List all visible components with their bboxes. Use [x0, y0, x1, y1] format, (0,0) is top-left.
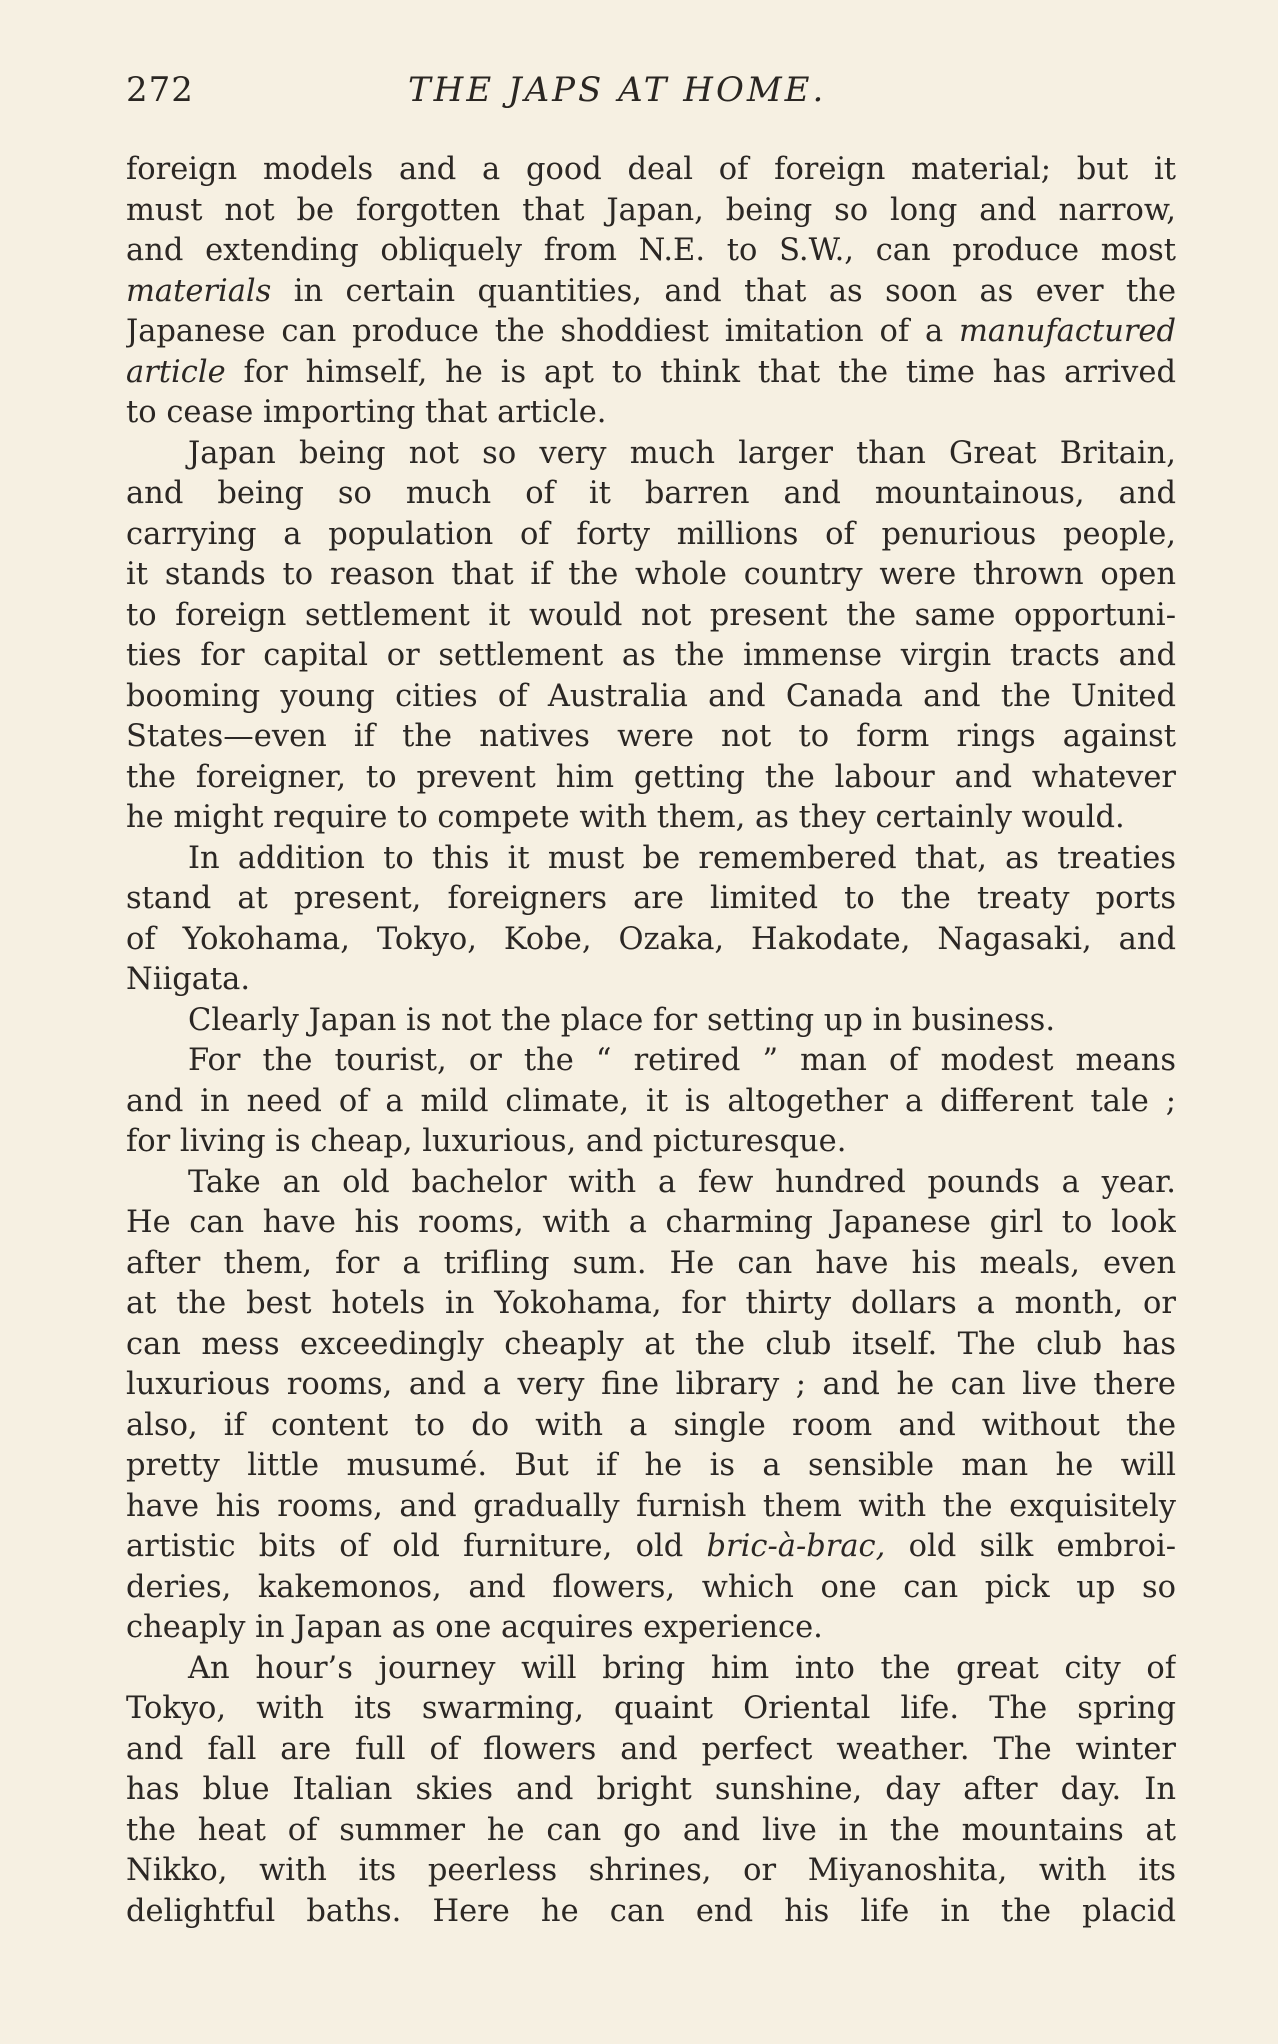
text-line: carrying a population of forty millions of penurious people,	[126, 516, 1176, 552]
text-line: to foreign settlement it would not present the same opportuni-	[126, 597, 1176, 633]
text-line: luxurious rooms, and a very fine library ; and he can live there	[126, 1367, 1176, 1402]
text-line: booming young cities of Australia and Canada and the United	[126, 678, 1176, 714]
text-line: have his rooms, and gradually furnish them with the exquisitely	[126, 1488, 1176, 1524]
paragraph-1	[126, 150, 1176, 434]
italic-word: article	[126, 354, 226, 390]
italic-word: materials	[126, 273, 272, 309]
text-line: materials in certain quantities, and that as soon as ever the	[126, 273, 1176, 309]
paragraph-3	[126, 839, 1176, 1001]
paragraph-5	[126, 1041, 1176, 1163]
text-line: He can have his rooms, with a charming Japanese girl to look	[126, 1205, 1176, 1240]
page-number: 272	[126, 70, 194, 110]
text-line: Nikko, with its peerless shrines, or Miyanoshita, with its	[126, 1853, 1176, 1888]
paragraph-6	[126, 1163, 1176, 1649]
text-line: ties for capital or settlement as the immense virgin tracts and	[126, 638, 1176, 673]
text-line: at the best hotels in Yokohama, for thirty dollars a month, or	[126, 1286, 1176, 1321]
text-line: he might require to compete with them, as they certainly would.	[126, 800, 1125, 835]
text-line: has blue Italian skies and bright sunshine, day after day. In	[126, 1772, 1176, 1807]
text-line: also, if content to do with a single room and without the	[126, 1407, 1176, 1443]
text-line: An hour’s journey will bring him into the great city of	[188, 1650, 1176, 1686]
text-line: artistic bits of old furniture, old bric-à-brac, old silk embroi-	[126, 1529, 1176, 1564]
paragraph-4	[126, 1001, 1176, 1042]
running-head	[126, 70, 1176, 118]
text-line: For the tourist, or the “ retired ” man of modest means	[188, 1043, 1176, 1078]
text-line: the heat of summer he can go and live in the mountains at	[126, 1812, 1176, 1848]
text-line: Japanese can produce the shoddiest imitation of a manufactured	[126, 314, 1176, 349]
body-text	[126, 150, 1176, 1932]
text-line: and in need of a mild climate, it is altogether a different tale ;	[126, 1083, 1176, 1119]
text-line: States—even if the natives were not to form rings against	[126, 719, 1176, 754]
text-line: foreign models and a good deal of foreign material; but it	[126, 152, 1176, 187]
text-line: deries, kakemonos, and flowers, which one can pick up so	[126, 1569, 1176, 1605]
text-line: cheaply in Japan as one acquires experience.	[126, 1610, 823, 1645]
paragraph-2	[126, 434, 1176, 839]
text-line: it stands to reason that if the whole country were thrown open	[126, 557, 1176, 592]
text-line: Take an old bachelor with a few hundred pounds a year.	[188, 1164, 1176, 1200]
text-line: Japan being not so very much larger than Great Britain,	[188, 435, 1176, 471]
text-line: In addition to this it must be remembered that, as treaties	[188, 840, 1176, 876]
text-line: article for himself, he is apt to think that the time has arrived	[126, 354, 1176, 390]
italic-word: manufactured	[959, 314, 1176, 349]
text-line: the foreigner, to prevent him getting the labour and whatever	[126, 759, 1176, 795]
text-line: Tokyo, with its swarming, quaint Oriental life. The spring	[126, 1691, 1176, 1726]
text-line: and extending obliquely from N.E. to S.W., can produce most	[126, 233, 1176, 268]
text-line: after them, for a trifling sum. He can have his meals, even	[126, 1245, 1176, 1281]
text-line: stand at present, foreigners are limited to the treaty ports	[126, 881, 1176, 916]
text-line: for living is cheap, luxurious, and picturesque.	[126, 1124, 847, 1159]
text-line: of Yokohama, Tokyo, Kobe, Ozaka, Hakodate, Nagasaki, and	[126, 921, 1176, 957]
running-title: THE JAPS AT HOME.	[408, 70, 827, 110]
text-line: must not be forgotten that Japan, being so long and narrow,	[126, 192, 1176, 228]
text-line: and fall are full of flowers and perfect weather. The winter	[126, 1731, 1176, 1767]
text-line: Clearly Japan is not the place for setting up in business.	[188, 1002, 1056, 1038]
text-line: delightful baths. Here he can end his life in the placid	[126, 1893, 1176, 1929]
text-line: to cease importing that article.	[126, 395, 607, 430]
paragraph-7	[126, 1649, 1176, 1933]
italic-word: bric-à-brac,	[706, 1529, 886, 1564]
text-line: Niigata.	[126, 962, 251, 997]
text-line: can mess exceedingly cheaply at the club itself. The club has	[126, 1326, 1176, 1362]
text-line: pretty little musumé. But if he is a sensible man he will	[126, 1448, 1176, 1483]
text-line: and being so much of it barren and mountainous, and	[126, 476, 1176, 511]
